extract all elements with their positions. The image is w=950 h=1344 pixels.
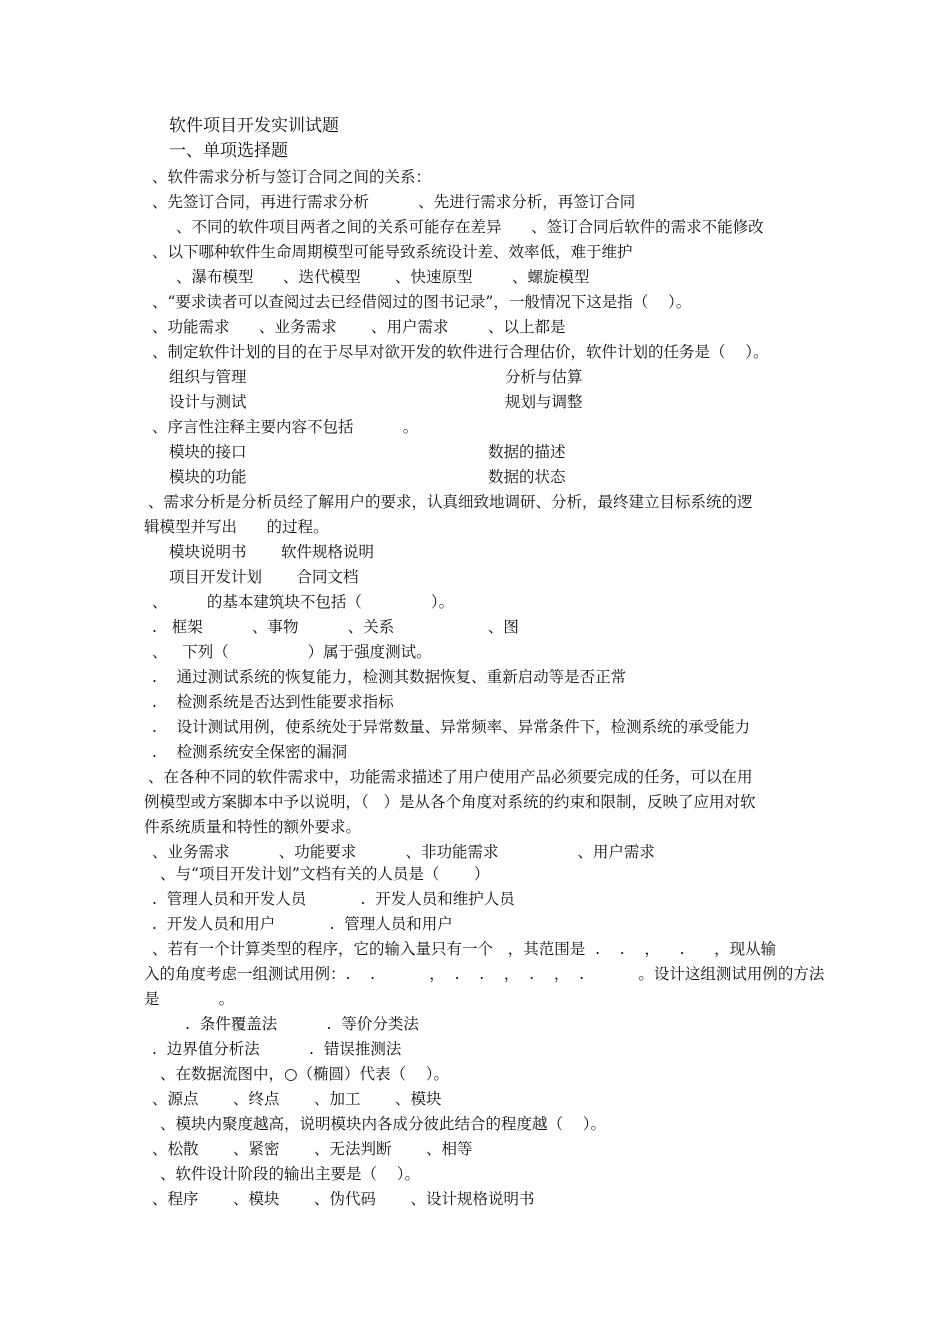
question-12-options: 、源点 、终点 、加工 、模块 (152, 1090, 442, 1108)
question-5-option-b: 数据的描述 (488, 443, 566, 461)
question-11-options-row1: . 条件覆盖法 . 等价分类法 (185, 1015, 419, 1033)
question-8-stem: 、 下列（ ）属于强度测试。 (152, 643, 432, 661)
question-9-stem-line1: 、在各种不同的软件需求中，功能需求描述了用户使用产品必须要完成的任务，可以在用 (148, 768, 753, 786)
question-6-stem-line1: 、需求分析是分析员经了解用户的要求，认真细致地调研、分析，最终建立目标系统的逻 (148, 493, 753, 511)
question-8-option-b: . 检测系统是否达到性能要求指标 (152, 693, 394, 711)
question-8-option-d: . 检测系统安全保密的漏洞 (152, 743, 348, 761)
question-9-options: 、业务需求 、功能要求 、非功能需求 、用户需求 (152, 843, 655, 861)
question-5-option-a: 模块的接口 (169, 443, 247, 461)
question-4-option-a: 组织与管理 (169, 368, 247, 386)
question-4-option-c: 设计与测试 (169, 393, 247, 411)
question-14-stem: 、软件设计阶段的输出主要是（ ）。 (160, 1165, 420, 1183)
question-10-options-row2: . 开发人员和用户 . 管理人员和用户 (152, 915, 453, 933)
question-11-stem-line3: 是 。 (144, 990, 235, 1008)
question-9-stem-line3: 件系统质量和特性的额外要求。 (144, 818, 362, 836)
page-title: 软件项目开发实训试题 (169, 116, 339, 136)
question-4-stem: 、制定软件计划的目的在于尽早对欲开发的软件进行合理估价，软件计划的任务是（ ）。 (152, 343, 769, 361)
question-14-options: 、程序 、模块 、伪代码 、设计规格说明书 (152, 1190, 535, 1208)
question-5-option-c: 模块的功能 (169, 468, 247, 486)
question-5-option-d: 数据的状态 (488, 468, 566, 486)
question-4-option-b: 分析与估算 (505, 368, 583, 386)
question-10-options-row1: . 管理人员和开发人员 . 开发人员和维护人员 (152, 890, 515, 908)
question-13-options: 、松散 、紧密 、无法判断 、相等 (152, 1140, 473, 1158)
question-9-stem-line2: 例模型或方案脚本中予以说明，（ ）是从各个角度对系统的约束和限制，反映了应用对软 (144, 793, 756, 811)
question-8-option-c: . 设计测试用例，使系统处于异常数量、异常频率、异常条件下，检测系统的承受能力 (152, 718, 751, 736)
question-13-stem: 、模块内聚度越高，说明模块内各成分彼此结合的程度越（ ）。 (160, 1115, 606, 1133)
question-2-stem: 、以下哪种软件生命周期模型可能导致系统设计差、效率低，难于维护 (152, 243, 633, 261)
question-1-stem: 、软件需求分析与签订合同之间的关系： (152, 168, 432, 186)
question-4-option-d: 规划与调整 (505, 393, 583, 411)
question-1-options-row2: 、不同的软件项目两者之间的关系可能存在差异 、签订合同后软件的需求不能修改 (176, 218, 764, 236)
question-11-stem-line2: 入的角度考虑一组测试用例：. . ， . . ， . ， . 。设计这组测试用例的方法 (144, 965, 825, 983)
question-3-options: 、功能需求 、业务需求 、用户需求 、以上都是 (152, 318, 566, 336)
question-6-stem-line2: 辑模型并写出 的过程。 (144, 518, 329, 536)
question-3-stem: 、“要求读者可以查阅过去已经借阅过的图书记录”，一般情况下这是指（ ）。 (152, 293, 692, 311)
question-11-options-row2: . 边界值分析法 . 错误推测法 (152, 1040, 402, 1058)
question-6-options-row2: 项目开发计划 合同文档 (169, 568, 359, 586)
question-1-options-row1: 、先签订合同，再进行需求分析 、先进行需求分析，再签订合同 (152, 193, 636, 211)
section-heading: 一、单项选择题 (169, 141, 288, 161)
question-8-option-a: . 通过测试系统的恢复能力，检测其数据恢复、重新启动等是否正常 (152, 668, 627, 686)
question-7-stem: 、 的基本建筑块不包括（ ）。 (152, 593, 455, 611)
question-11-stem-line1: 、若有一个计算类型的程序，它的输入量只有一个 ，其范围是 . . ， . ，现从输 (152, 940, 777, 958)
question-2-options: 、瀑布模型 、迭代模型 、快速原型 、螺旋模型 (176, 268, 590, 286)
question-12-stem: 、在数据流图中，○（椭圆）代表（ ）。 (160, 1065, 449, 1083)
question-10-stem: 、与“项目开发计划”文档有关的人员是（ ） (160, 865, 490, 883)
question-7-options: . 框架 、事物 、关系 、图 (152, 618, 519, 636)
question-6-options-row1: 模块说明书 软件规格说明 (169, 543, 374, 561)
question-5-stem: 、序言性注释主要内容不包括 。 (152, 418, 419, 436)
